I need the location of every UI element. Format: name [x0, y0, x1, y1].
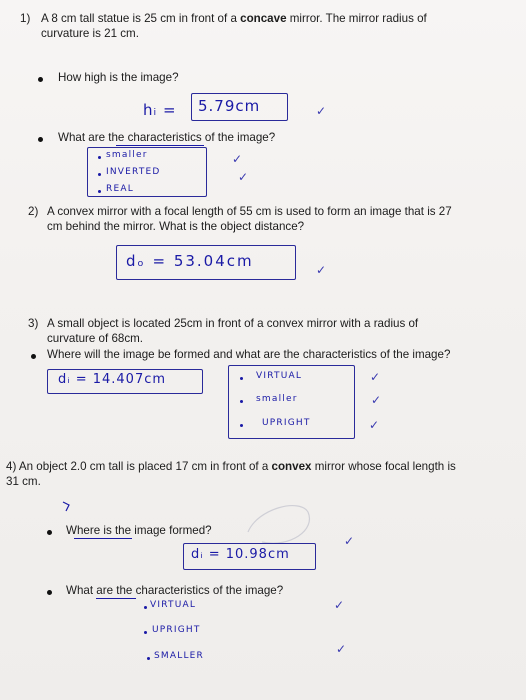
q1-check-2: ✓	[232, 152, 243, 166]
q4-sub-question-2: What are the characteristics of the image?	[66, 584, 284, 597]
q1-text-line2: curvature is 21 cm.	[41, 27, 139, 40]
q4-bullet-1	[47, 530, 52, 535]
q3-check-3: ✓	[369, 418, 380, 432]
handwritten-mark	[63, 502, 69, 511]
q4-check-1: ✓	[344, 534, 355, 548]
faint-pencil-arc	[248, 506, 309, 544]
q3-trait-2: smaller	[256, 394, 298, 404]
q2-text-line1: A convex mirror with a focal length of 55 cm is used to form an image that is 27	[47, 205, 452, 218]
q1-trait-3: REAL	[106, 184, 134, 194]
q3-trait-3: UPRIGHT	[262, 418, 311, 428]
q3-answer: dᵢ = 14.407cm	[58, 372, 167, 387]
q2-answer: dₒ = 53.04cm	[126, 252, 254, 270]
q4-trait-2: UPRIGHT	[152, 625, 201, 635]
q3-text-line1: A small object is located 25cm in front of a convex mirror with a radius of	[47, 317, 419, 330]
q4-bold-term: convex	[271, 460, 312, 473]
q4-text-line2: 31 cm.	[6, 475, 41, 488]
q4-trait-dot-3	[147, 657, 150, 660]
q4-check-2: ✓	[334, 598, 345, 612]
q4-trait-dot-2	[144, 631, 147, 634]
q1-check-1: ✓	[316, 104, 327, 118]
q4-trait-3: SMALLER	[154, 651, 205, 661]
q4-answer: dᵢ = 10.98cm	[191, 547, 290, 562]
q4-trait-1: VIRTUAL	[150, 600, 197, 610]
q1-text-b: mirror. The mirror radius of	[286, 12, 427, 25]
q4-bullet-2	[47, 590, 52, 595]
q4-text-b: mirror whose focal length is	[311, 460, 456, 473]
q1-trait-1: smaller	[106, 150, 148, 160]
q3-number: 3)	[28, 317, 39, 330]
q4-sub-question-1: Where is the image formed?	[66, 524, 212, 537]
q1-sub-question-1: How high is the image?	[58, 71, 179, 84]
q1-answer-label: hᵢ =	[143, 101, 177, 119]
q4-number: 4)	[6, 460, 17, 473]
q3-trait-1: VIRTUAL	[256, 371, 303, 381]
q4-handwritten-underline-2	[96, 598, 136, 599]
q1-check-3: ✓	[238, 170, 249, 184]
q4-check-3: ✓	[336, 642, 347, 656]
q2-check: ✓	[316, 263, 327, 277]
q1-text-a: A 8 cm tall statue is 25 cm in front of a	[41, 12, 241, 25]
q1-sub-question-2: What are the characteristics of the image?	[58, 131, 276, 144]
q1-number: 1)	[20, 12, 31, 25]
q3-check-2: ✓	[371, 393, 382, 407]
q3-sub-question: Where will the image be formed and what are the characteristics of the image?	[47, 348, 451, 361]
q1-trait-2: INVERTED	[106, 167, 161, 177]
q2-text-line2: cm behind the mirror. What is the object distance?	[47, 220, 305, 233]
q4-trait-dot-1	[144, 606, 147, 609]
q3-text-line2: curvature of 68cm.	[47, 332, 144, 345]
q2-number: 2)	[28, 205, 39, 218]
q1-bold-term: concave	[240, 12, 287, 25]
q3-check-1: ✓	[370, 370, 381, 384]
q4-text-a: An object 2.0 cm tall is placed 17 cm in front of a	[18, 460, 272, 473]
q1-answer: 5.79cm	[198, 97, 261, 115]
q4-handwritten-underline-1	[74, 538, 132, 539]
